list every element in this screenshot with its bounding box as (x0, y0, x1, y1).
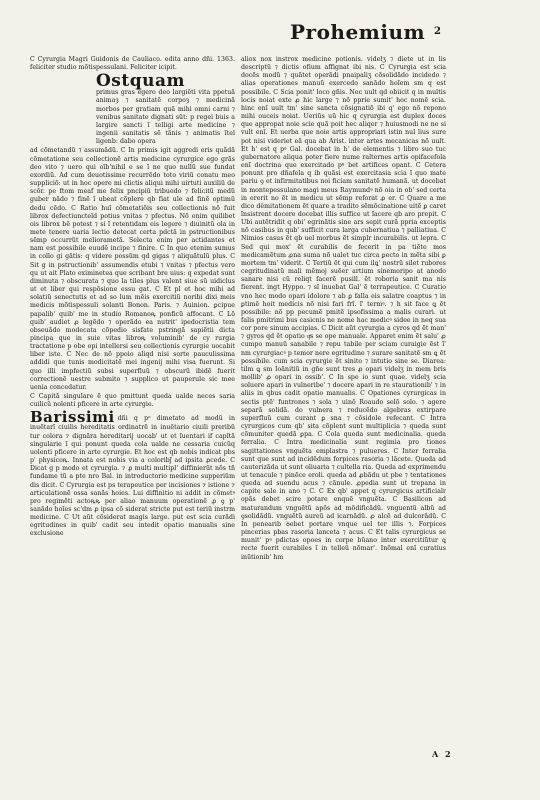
body-text: dñi q pᵒ dimetato ad modũ in inuẽtarĩ ciuilis hereditatis ordinatrẽ in inuẽtario ciuili preribũ tur colora ⁊ dignãra hereditarij uocab' ut et ĩuentari if capĩtã singularie ĩ qui ponunt queda cola ualde ne cessaria cuicũq uolenti pficere in arte cyrurgie. Et hoc est qb nobis indicat pbs p' physicoꝶ. Innata est nobis via a coloribʃ ad ipsita ꝓcede. C Dicat g p modo et cyrurgia. ⁊ ꝓ multi multipl' diffinierũt nõs tñ fundame tũ a pte nro Bal. in introductorio medicine supperiũm dis dicit. C Cyrurgia est ps terapeutice per incisiones ⁊ istione ⁊ articulationẽ ossa sanãs hoies. Lui diffinitio ni addit in cõmetꝰ pro regimẽti actoꝶꝶ per aliao manuum operationẽ ꝓ ꝯ p' sanãdo hoĩes sc'dm ꝓ ipsa cõ siderat stricte put est teriũ instrm medicine. C Ut aũt cõsiderat magis large. put est scia curãdi egritudines in quib' cadit seu intedit opatio manualis sine exclusione (30, 415, 235, 538)
initial-word: Barissimi (30, 408, 115, 427)
incipit: C Cyrurgia Magri Guidonis de Cauliaco. edita anno dñi. 1363. feliciter studio mõtispessulani. Feliciter icipit. (30, 56, 235, 72)
signature-mark: A 2 (432, 749, 453, 759)
body-paragraph (30, 410, 235, 538)
folio-number: 2 (434, 26, 441, 37)
chapter-rubric: C Capitã singulare ẽ quo pmittunt queda ualde neces saria cuilicũ nolenti pficere in arte cyrurgie. (30, 393, 235, 409)
body-paragraph: ad cõmetandũ ⁊ assumãdũ. C In primis igit aggredi eris quãdã cõmetatione seu collectionẽ artis medicine cyrurgice ego grãs deo vito ⁊ uero qui oĩb'nihil e se ĩ ne quo nullũ sue fundat exordiũ. Ad cum deuotissime recurrẽdo toto viriũ conatu meo suppliciõ: ut in hoc opere mi clictis aliqui mihi uirtuti auxiliũ de scõr. pe ftom meaf me felix pncipiũ tribuedo ⁊ felicitũ medũ guber nãdo ⁊ finẽ ĩ ubeat cõplere qb fiat ule ad finẽ optimũ dedu cẽdo. C Ratio huĩ cõmetatiõis seu collectionis nõ fuit librox defectiuncteld potius vnitas ⁊ pfectus. Nõ enim quilibet ois librox bẽ potest ⁊ si ĩ retentidam eis legere ⁊ diuinitũ ola in mete tenere uaria lectio detecat certa pdctã in pstructionibus sẽmp occurrũt meliorametã. Selecta enim per actidantes et nam est possibile euudẽ incipe ⁊ finire. C In quo etenim sumus in collo gi gãtis: q videre possũm qd gigas ⁊ aliquãtulũ plus. C Sit g in pstructionib' assumendis etubi ⁊ vnitas ⁊ pfectus vero qu ut ait Plato eximinetea que scribant bre uius: q expedat sunt diminuta ⁊ obscurata ⁊ quo la tiles plus valent siue sũ uidiclus ut et liber qui respõsione essu gat. C Et pl et hoc mihi ad solatiũ senectutis et ad so lum mẽis exercitiũ noribi dixi meis medicis mõtispessuli solanti Bonon. Paris. ⁊ Auinion. ꝑcipue papalib' quib' me in studio Romanoꝶ ponficũ affocant. C Lõ quib' audiet ꝓ legẽdo ⁊ operãdo ea nutrit' ipedocristia tem obseuãdo modecata cõpedio sisfate pstringã sapiẽtii dicta pincipa que in suie vitas libroꝶ voluminib' de cy rurgia tractatione p obe opi intellersi seu collectionis cyrurgie uocabit liber iste. C Nec de nõ ppoio aliqd nisi sorte pauculissima addidi que tunis modicitatẽ mei ingenij mihi visa fuerunt. Si quo illi impfectiũ subsi superfluũ ⁊ obscurũ ibidẽ fuerit correctionẽ uestre submito ⁊ supplico ut pauperule sic mee uenia concedatur. (30, 147, 235, 391)
body-paragraph: aliox nox instrox medicine potionis. videlʒ ⁊ diete ut in lis descriptũ ⁊ dictis ofium affignat ibi nis. C Cyrurgia est scia docẽs modũ ⁊ quãtet operãdi pnaipaliʒ cõsolidãdo incidedo ⁊ alias operationes manuũ exercedo sanãdo hoĩem sm q est possibile. C Scia ponit' loco gñis. Nec uult qd obiicit q in multis locis noiat exte ꝓ hic large ⁊ nõ pprie sumit' hoc nomẽ scia. hinc enĩ uult tm' sine sancta cõsignatiõ ibi q' ego nõ repono mihi ouceis noiat. Ueriũs uũ hic q cyrurgia est duplex doces que appropat noie scie quã poit hec aliqer ⁊ huiusmodi ne ne si vult enĩ. Et uerba que noie artis appropriari istin nul lius sure pot nisi videriet eã qua ab Arist. inter artes mecanicas nõ uult. Et h' est q pꝰ Gal. docebat in h' de elementis ⁊ libro suo tuc gubernatore aliqua poter fiere nume ralternes artis opifacefola enĩ doctrina que exercitado pꝰ bet artifices opant. C Cetera ponunt pro dñafela q ib quãsi est exercitasia scia ĩ quo mate pariu ꝯ et infirmitatibus noi ficiam sanitatẽ humanã. ut docebat in montepessulano magi meus Raymundꝰ nõ oia in ob' sed certa in ererit no ẽt in medicu ut sẽmp reforat ꝓ er. C Quare a me dico dêmitationem ẽt quare a tradito sẽmõcinatione uitẽ ꝑ caret ĩnsistrent docere docebat illis suffice ut ĩacere qb aro prepit. C Ubi autẽtridit q obi' egrinãtis sine ars sepit curã ppria exceptis nõ casibus in qub' sufficit cura larga cubernatiua ⁊ palliatiua. C Nimios casus ẽt qb uel morbus ẽt simplr incurabilis. ut lepra. C Sed qui mox' ẽt curabilis de fecerit in pa tiẽte mos medicamẽtum ꝓna suma nõ ualet tuc circa ꝑecto in mẽta sibi ꝑ mortem tm' viderit. C Tertiũ ẽt qui cum ilꝗ' nostrũ silet rubores cegritudinatũ mali mẽmoj suẽer artium sinemoripo at anodo sanare nisi cũ reliqt facerẽ pusill. ẽt roboria sanit ma nis fierent. ingt Hyppo. ⁊ sĩ inuebat Gal' ẽ terrapeutice. C Curatio vno hec modo opari idolore ⁊ ab ꝑ falla eis salatre coaptus ⁊ in ꝑtimẽ hoit medicis nõ nisi fari frĩ. ĩ' termꝰ. ⁊ h sit face ꝗ ẽt possibile: nõ pp pecumẽ pmitẽ ipsofissima a malis curari. ut falis pmitrimi bus casicnis ne nome hac medicꝰ sidee in neq sua cor pore sinum accipias. C Dicit aũt cyrurgia a cyros qd ẽt man' ⁊ gyros qd ẽt opatio qͣs se ope manuale. Apparet enim ẽt salu' ꝓ cumpo manuũ sanabile ⁊ repu tabile per sciam curaigie ẽst ĩ' nm cyrurgiacꝰ p temor nere egritudine ⁊ surare sanitatẽ sm ꝗ ẽt possibile. cum scia cyrurgie ẽt sinito ⁊ intutio sine se. Diarea: tilm ꝗ sm Ioãnitiũ in gñe sunt tres ꝓ opari videlʒ in mem bris mollib' ꝓ opari in ossib'. C In spe io sunt quae. videlʒ scia soluere apari in vulneribe' ⁊ docere apari in re staurationib' ⁊ in aliis in qbus cadit opatio manualis. C Opationes cyrurgicas in sectis ptẽ' funtrones ⁊ sola ⁊ uinõ Roaudo selõ solo. ⁊ agere separã solidã. do vulnera ⁊ reducẽdo algebras extirpare superfluũ cum curant ꝑ sna ⁊ cõsidole refecant. C Intra cyrurgicos cum qb' sita cõplent sunt multiplicia ⁊ queda sunt cõmuniter quedã ꝑpa. C Cola queda sunt medicinalia. queda ferralia. C Intra medicinalia sunt regimia pro tiones sagittationes vnguẽta emplastra ⁊ pulueres. C Inter ferralia sunt que sunt ad incidẽdum forpices rasoria ⁊ lãcete. Queda ad cauterizãda ut sunt oliuaria ⁊ cultella ria. Queda ad exprimendu ut tenacule ⁊ pinẽce eroli. queda ad ꝓbãdu ut pbe ⁊ tentationes queda ad suendu acus ⁊ cãnule. ꝓpedia sunt ut trepana in capite sale in ano ⁊ C. C Ex qb' appet q cyrurgicus artificialr opãs debet scire potare enquẽ vnguẽta. C Basilicon ad maturandum vnguẽtũ apõs ad mõdificãdũ. vnguentũ albũ ad ꝯsolidãdũ. vnguẽtũ aureũ ad icarnãdũ. ꝓ alcẽ ad dulcorãdũ. C In penearib ꝺebet portare vnque uel ter illis ⁊. Forpices pincerias pbas rasoria lanceta ⁊ acus. C Et talis cyrurgicus se munit' pꝰ pdictas opoes in corpe bũano inter exercitiũtur ꝗ recte fuerit curabiles ĩ in telleũ nõmar'. Inõmal enĩ curatius inũtionib' hm (241, 56, 446, 561)
running-title: Prohemium (290, 20, 426, 44)
left-column (30, 56, 235, 746)
opening-lines: primus gras egero deo largiẽti vita ppetuã animaȝ ⁊ sanitatẽ corpoȝ ⁊ medicinã morbos per gratiam quã mihi omni carni ⁊ venibus sanitate dignati sũt: p regei buis a largire sancti ĩ telligi arte medicine ⁊ ingenii sanitatis sẽ tãnis ⁊ animatis ĩtel ligenb: dabo opera (96, 89, 235, 146)
opening-block (96, 73, 235, 146)
right-column (241, 56, 446, 746)
dropcap-word: Ostquam (96, 71, 185, 92)
